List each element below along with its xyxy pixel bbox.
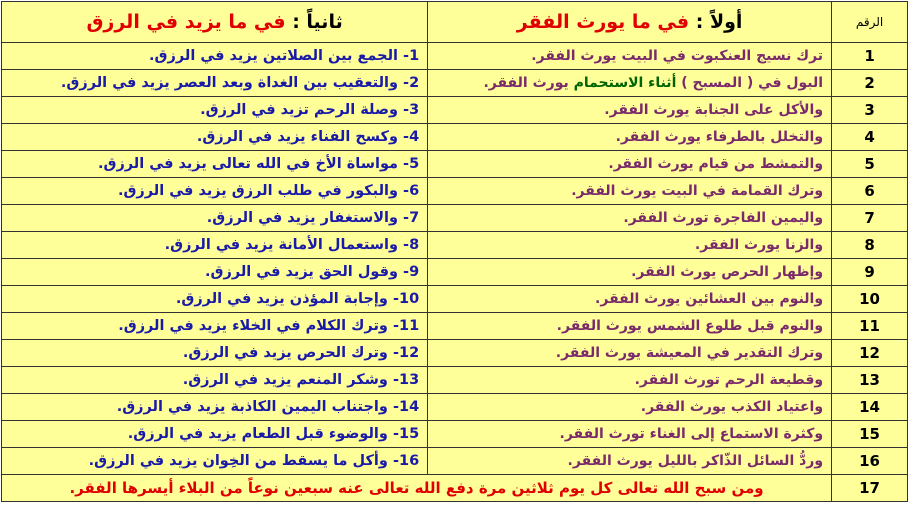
- second-cell: 10- وإجابة المؤذن يزيد في الرزق.: [2, 286, 428, 313]
- first-cell: والزنا يورث الفقر.: [428, 232, 832, 259]
- second-header-prefix: ثانياً :: [292, 11, 343, 33]
- second-cell: 16- وأكل ما يسقط من الخِوان يزيد في الرزق.: [2, 448, 428, 475]
- second-cell: 3- وصلة الرحم تزيد في الرزق.: [2, 97, 428, 124]
- row-number: 2: [832, 70, 908, 97]
- table-row: [2, 97, 908, 124]
- final-statement: ومن سبح الله تعالى كل يوم ثلاثين مرة دفع الله تعالى عنه سبعين نوعاً من البلاء أيسرها الفقر.: [2, 475, 832, 502]
- second-cell: 7- والاستغفار يزيد في الرزق.: [2, 205, 428, 232]
- second-cell: 4- وكسح الفناء يزيد في الرزق.: [2, 124, 428, 151]
- table-row: [2, 232, 908, 259]
- row-number: 10: [832, 286, 908, 313]
- row-number: 9: [832, 259, 908, 286]
- second-cell: 11- وترك الكلام في الخلاء يزيد في الرزق.: [2, 313, 428, 340]
- table-row: [2, 367, 908, 394]
- first-cell: والأكل على الجنابة يورث الفقر.: [428, 97, 832, 124]
- second-cell: 1- الجمع بين الصلاتين يزيد في الرزق.: [2, 43, 428, 70]
- row-number: 13: [832, 367, 908, 394]
- first-cell: واعتياد الكذب يورث الفقر.: [428, 394, 832, 421]
- second-cell: 2- والتعقيب بين الغداة وبعد العصر يزيد في الرزق.: [2, 70, 428, 97]
- table-row-final: [2, 475, 908, 502]
- first-cell: واليمين الفاجرة تورث الفقر.: [428, 205, 832, 232]
- second-cell: 15- والوضوء قبل الطعام يزيد في الرزق.: [2, 421, 428, 448]
- first-cell: وقطيعة الرحم تورث الفقر.: [428, 367, 832, 394]
- first-cell: وإظهار الحرص يورث الفقر.: [428, 259, 832, 286]
- second-cell: 14- واجتناب اليمين الكاذبة يزيد في الرزق.: [2, 394, 428, 421]
- second-cell: 8- واستعمال الأمانة يزيد في الرزق.: [2, 232, 428, 259]
- first-cell: والنوم بين العشائين يورث الفقر.: [428, 286, 832, 313]
- first-cell: وترك التقدير في المعيشة يورث الفقر.: [428, 340, 832, 367]
- table-row: [2, 124, 908, 151]
- first-cell: وردُّ السائل الذّاكر بالليل يورث الفقر.: [428, 448, 832, 475]
- table-row: [2, 151, 908, 178]
- first-cell-highlight: أثناء الاستحمام: [573, 75, 677, 91]
- header-num-column: الرقم: [832, 2, 908, 43]
- row-number: 14: [832, 394, 908, 421]
- table-row: [2, 178, 908, 205]
- table-row: [2, 286, 908, 313]
- table-row: [2, 340, 908, 367]
- row-number: 4: [832, 124, 908, 151]
- row-number: 6: [832, 178, 908, 205]
- first-cell: والتمشط من قيام يورث الفقر.: [428, 151, 832, 178]
- table-row: [2, 43, 908, 70]
- table-row: [2, 259, 908, 286]
- first-header-title: في ما يورث الفقر: [516, 11, 690, 33]
- first-header-prefix: أولاً :: [695, 11, 743, 33]
- row-number: 12: [832, 340, 908, 367]
- row-number: 5: [832, 151, 908, 178]
- row-number: 17: [832, 475, 908, 502]
- first-cell: وكثرة الاستماع إلى الغناء تورث الفقر.: [428, 421, 832, 448]
- first-cell: والنوم قبل طلوع الشمس يورث الفقر.: [428, 313, 832, 340]
- table-row: [2, 313, 908, 340]
- table-row: [2, 70, 908, 97]
- first-cell: والتخلل بالطرفاء يورث الفقر.: [428, 124, 832, 151]
- table-row: [2, 394, 908, 421]
- table-row: [2, 421, 908, 448]
- header-row: [2, 2, 908, 43]
- header-second-column: [2, 2, 428, 43]
- table-row: [2, 205, 908, 232]
- second-header-title: في ما يزيد في الرزق: [86, 11, 286, 33]
- row-number: 7: [832, 205, 908, 232]
- row-number: 8: [832, 232, 908, 259]
- row-number: 3: [832, 97, 908, 124]
- second-cell: 9- وقول الحق يزيد في الرزق.: [2, 259, 428, 286]
- second-cell: 12- وترك الحرص يزيد في الرزق.: [2, 340, 428, 367]
- comparison-table: [1, 1, 908, 502]
- row-number: 1: [832, 43, 908, 70]
- table-row: [2, 448, 908, 475]
- first-cell: [428, 70, 832, 97]
- first-cell: وترك القمامة في البيت يورث الفقر.: [428, 178, 832, 205]
- second-cell: 6- والبكور في طلب الرزق يزيد في الرزق.: [2, 178, 428, 205]
- second-cell: 13- وشكر المنعم يزيد في الرزق.: [2, 367, 428, 394]
- first-cell-part: يورث الفقر.: [483, 75, 574, 91]
- row-number: 16: [832, 448, 908, 475]
- first-cell: ترك نسيج العنكبوت في البيت يورث الفقر.: [428, 43, 832, 70]
- second-cell: 5- مواساة الأخ في الله تعالى يزيد في الرزق.: [2, 151, 428, 178]
- header-first-column: [428, 2, 832, 43]
- row-number: 15: [832, 421, 908, 448]
- first-cell-part: البول في ( المسبح ): [676, 75, 824, 91]
- row-number: 11: [832, 313, 908, 340]
